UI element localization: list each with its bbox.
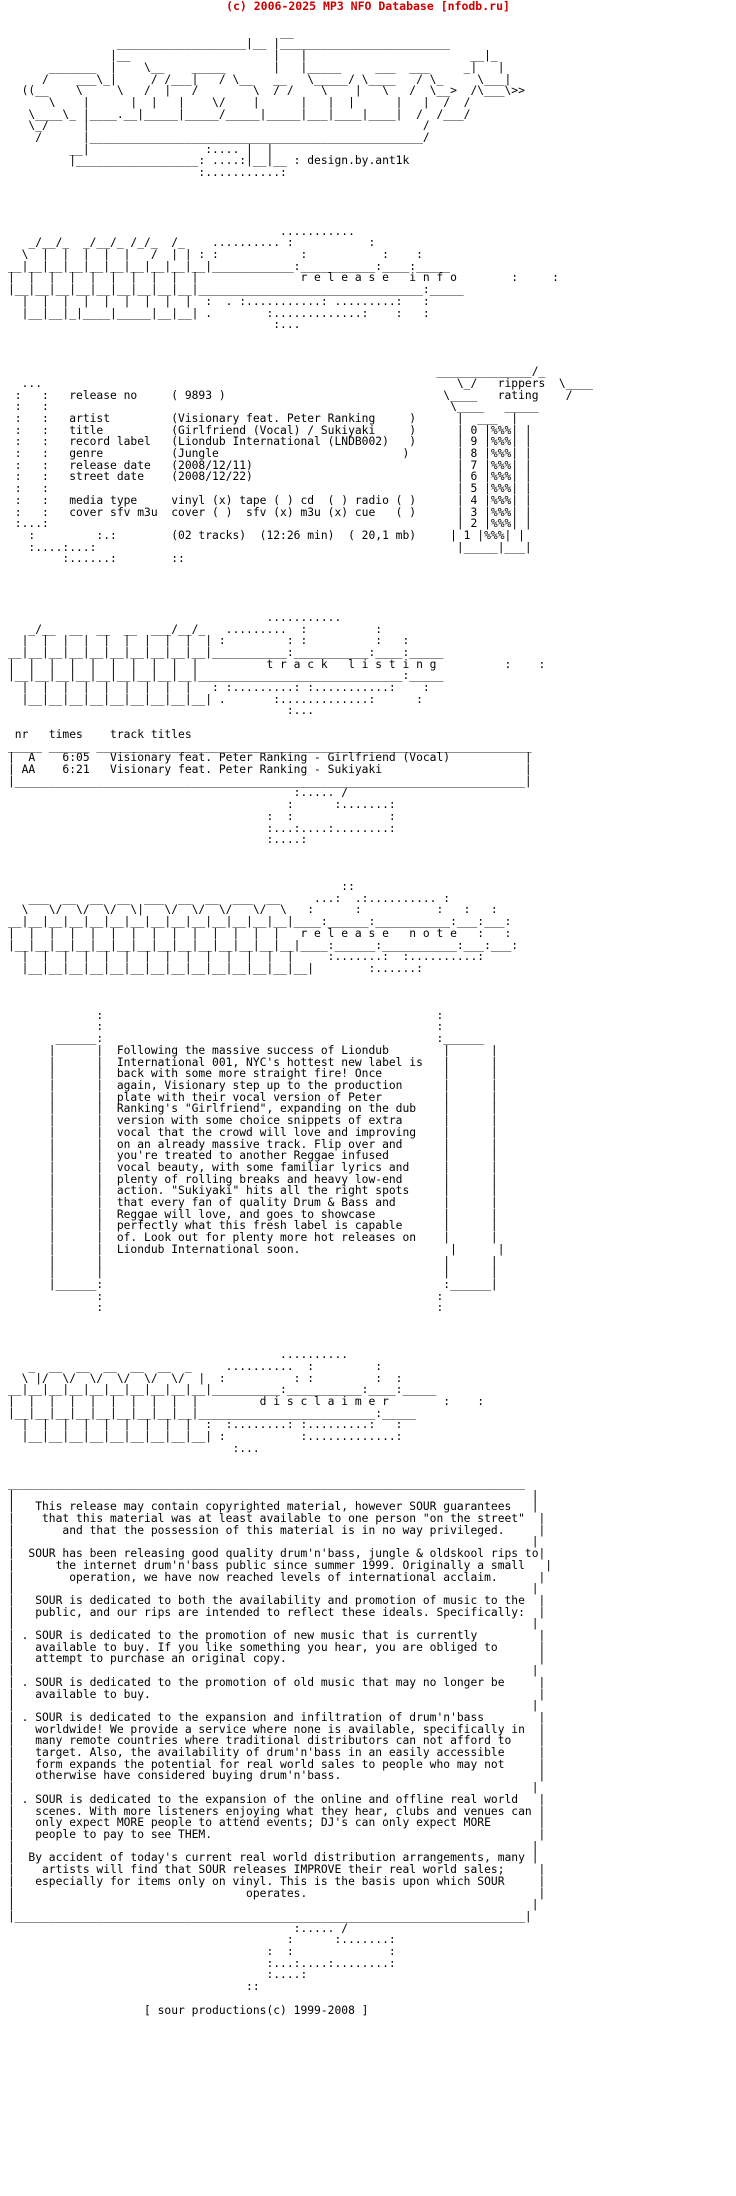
site-header-copyright: (c) 2006-2025 MP3 NFO Database [nfodb.ru] xyxy=(226,0,510,13)
nfo-ascii-document: __ ___________________|__ |_________________________ |__ | | __|_ _______ | \__ _____ | |_____ ___ ___ _| | / ___\_| / /___| / \__ __ \_____/ \____ / \_ \___| ((__ \ \ / | / \ / / \ | \ / \__> /\___\>> \ | | | | \/ | | | | | | / / \____\_ |____.__|_____|_____/_____|_____|___|____|____| / /___/ \_/ | / / |_________________________________________________/ __| :.... | | |__________________: ....:|__|__ : design.by.ant1k :...........: ........... _/__/_ _/__/_ /_/_ /_ .......... : : \ | | | | | / | | : : : : : __|__|__|__|__|__|__|__|__|__|____________:___________:____:_____ | | | | | | | | | | r e l e a s e i n f o : : |__|__|__|__|__|__|__|__|__|_________________________________:_____ | | | | | | | | | : . :...........: .........: : |__|__|_|____|_____|__|__| . :.............: : : :... ______________/_ ... \_/ rippers \____ : : release no ( 9893 ) \____ rating / : : \____ _____ : : artist (Visionary feat. Peter Ranking ) | ___ | : : title (Girlfriend (Vocal) / Sukiyaki ) | 0 |%%%| | : : record label (Liondub International (LNDB002) ) | 9 |%%%| | : : genre (Jungle ) | 8 |%%%| | : : release date (2008/12/11) | 7 |%%%| | : : street date (2008/12/22) | 6 |%%%| | : : | 5 |%%%| | : : media type vinyl (x) tape ( ) cd ( ) radio ( ) | 4 |%%%| | : : cover sfv m3u cover ( ) sfv (x) m3u (x) cue ( ) | 3 |%%%| | :...: | 2 |%%%| | : :.: (02 tracks) (12:26 min) ( 20,1 mb) | 1 |%%%| | :....:...: |_____|___| :......: :: ........... _/__ __ __ __ ___/__/_ ......... : : | | | | | | | | | | : : : : : __|__|__|__|__|__|__|__|__|__|___________:___________:____:_____ | | | | | | | | | | t r a c k l i s t i n g : : |__|__|__|__|__|__|__|__|__|______________________________:_____ | | | | | | | | | : :.........: :...........: : |__|__|__|__|__|__|__|__|__| . :.............: : :... nr times track titles _____ ______ ________________________________________________________________ | A 6:05 Visionary feat. Peter Ranking - Girlfriend (Vocal) | | AA 6:21 Visionary feat. Peter Ranking - Sukiyaki | |___________________________________________________________________________| :..... / : :.......: : : : :...:....:........: :....: :: ___ __ __ __ ___ __ __ ___ __ ...: .:.......... : \ \/ \/ \/ \| \/ \/ \/ \/ \ : : : : : __|__|__|__|__|__|__|__|__|__|__|__|__|__|____:______:___________:___:___: | | | | | | | | | | | | | | r e l e a s e n o t e : : |__|__|__|__|__|__|__|__|__|__|__|__|__|__|____:______:___________:___:___: | | | | | | | | | | | | | | :.......: :..........: |__|__|__|__|__|__|__|__|__|__|__|__|__|__| :......: : : : : ______: :______ | | Following the massive success of Liondub | | | | International 001, NYC's hottest new label is | | | | back with some more straight fire! Once | | | | again, Visionary step up to the production | | | | plate with their vocal version of Peter | | | | Ranking's "Girlfriend", expanding on the dub | | | | version with some choice snippets of extra | | | | vocal that the crowd will love and improving | | | | on an already massive track. Flip over and | | | | you're treated to another Reggae infused | | | | vocal beauty, with some familiar lyrics and | | | | plenty of rolling breaks and heavy low-end | | | | action. "Sukiyaki" hits all the right spots | | | | that every fan of quality Drum & Bass and | | | | Reggae will love, and goes to showcase | | | | perfectly what this fresh label is capable | | | | of. Look out for plenty more hot releases on | | | | Liondub International soon. | | | | | | | | | | |______: :______| : : : : .......... _ __ __ __ __ __ _ .......... : : \ |/ \/ \/ \/ \/ \/ | : : : : : __|__|__|__|__|__|__|__|__|__|__________:___________:____:_____ | | | | | | | | | | d i s c l a i m e r : : |__|__|__|__|__|__|__|__|__|__________________________:_____ | | | | | | | | | : :........: :.........: : |__|__|__|__|__|__|__|__|__| : :.............: :... ____________________________________________________________________________ | | | This release may contain copyrighted material, however SOUR guarantees | | that this material was at least available to one person "on the street" | | and that the possession of this material is in no way privileged. | | | | SOUR has been releasing good quality drum'n'bass, jungle & oldskool rips to| | the internet drum'n'bass public since summer 1999. Originally a small | | operation, we have now reached levels of international acclaim. | | | | SOUR is dedicated to both the availability and promotion of music to the | | public, and our rips are intended to reflect these ideals. Specifically: | | | | . SOUR is dedicated to the promotion of new music that is currently | | available to buy. If you like something you hear, you are obliged to | | attempt to purchase an original copy. | | | | . SOUR is dedicated to the promotion of old music that may no longer be | | available to buy. | | | | . SOUR is dedicated to the expansion and infiltration of drum'n'bass | | worldwide! We provide a service where none is available, specifically in | | many remote countries where traditional distributors can not afford to | | target. Also, the availability of drum'n'bass in an easily accessible | | form expands the potential for real world sales to people who may not | | otherwise have considered buying drum'n'bass. | | | | . SOUR is dedicated to the expansion of the online and offline real world | | scenes. With more listeners enjoying what they hear, clubs and venues can | | only expect MORE people to attend events; DJ's can only expect MORE | | people to pay to see THEM. | | | | By accident of today's current real world distribution arrangements, many | | artists will find that SOUR releases IMPROVE their real world sales; | | especially for items only on vinyl. This is the basis upon which SOUR | | operates. | | | |___________________________________________________________________________| :..... / : :.......: : : : :...:....:........: :....: :: [ sour productions(c) 1999-2008 ] xyxy=(8,25,593,2017)
